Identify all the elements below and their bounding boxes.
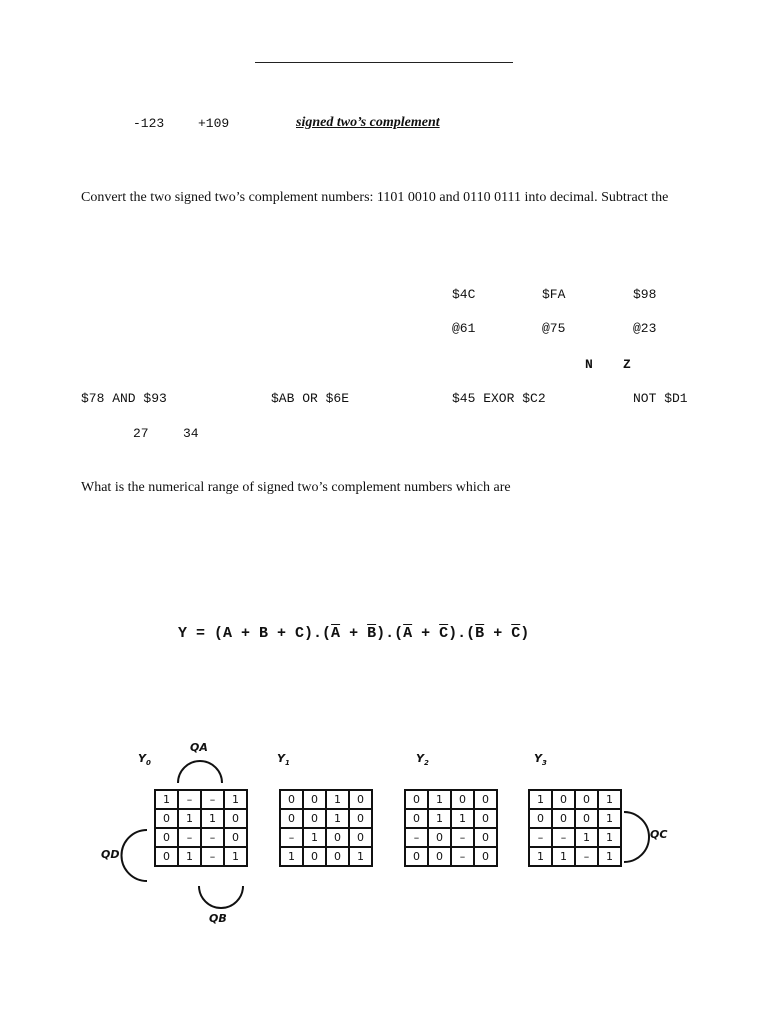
kmap-cell: 1 <box>178 847 201 866</box>
kmap-cell: – <box>201 828 224 847</box>
kmap-cell: 1 <box>224 790 247 809</box>
emphasis-text: signed two’s complement <box>296 115 440 130</box>
term-a: $\overline{A}$ <box>403 625 413 642</box>
convert-question: Convert the two signed two’s complement numbers: 1101 0010 and 0110 0111 into decimal. Subtract the <box>81 190 669 205</box>
boolean-equation: $Y = (A + B + C).(\overline{A} + \overline{B}).(\overline{A} + \overline{C}).(\overline{B} + \overline{C})$ <box>178 625 530 642</box>
kmap-cell: 1 <box>575 828 598 847</box>
kmap-cell: 1 <box>451 809 474 828</box>
term-b: $\overline{C}$ <box>511 625 521 642</box>
kmap-row <box>280 847 372 866</box>
kmap-cell: 0 <box>326 828 349 847</box>
kmap-row <box>529 790 621 809</box>
logic-op: $78 AND $93 <box>81 391 167 406</box>
kmap-row <box>529 847 621 866</box>
qa-arc <box>178 761 222 783</box>
kmap-cell: 0 <box>474 828 497 847</box>
hex-value: $4C <box>452 287 476 302</box>
kmap-cell: 1 <box>326 790 349 809</box>
kmap-cell: – <box>451 847 474 866</box>
value-positive: +109 <box>198 116 230 131</box>
kmap-cell: – <box>451 828 474 847</box>
kmap-row <box>280 809 372 828</box>
kmap-cell: 1 <box>178 809 201 828</box>
hex-value: $FA <box>542 287 566 302</box>
axis-label-qd: QD <box>101 848 120 861</box>
karnaugh-map-y0 <box>154 789 248 867</box>
term-b: $\overline{C}$ <box>439 625 449 642</box>
kmap-cell: 1 <box>155 790 178 809</box>
karnaugh-map-y2 <box>404 789 498 867</box>
kmap-cell: 1 <box>326 809 349 828</box>
karnaugh-map-y1 <box>279 789 373 867</box>
kmap-cell: 0 <box>155 847 178 866</box>
number: 27 <box>133 426 149 441</box>
equation-lhs: Y = (A + B + C). <box>178 625 323 642</box>
kmap-cell: 1 <box>598 809 621 828</box>
kmap-row <box>529 809 621 828</box>
kmap-row <box>155 828 247 847</box>
kmap-cell: 0 <box>349 809 372 828</box>
qd-arc <box>122 830 147 881</box>
kmap-cell: 0 <box>224 809 247 828</box>
qb-arc <box>199 886 243 908</box>
kmap-cell: – <box>552 828 575 847</box>
axis-label-qc: QC <box>650 828 668 841</box>
kmap-cell: – <box>178 790 201 809</box>
kmap-cell: – <box>201 790 224 809</box>
term-a: $\overline{B}$ <box>475 625 485 642</box>
kmap-cell: 0 <box>349 790 372 809</box>
kmap-cell: 0 <box>428 828 451 847</box>
hex-value: $98 <box>633 287 657 302</box>
kmap-cell: 0 <box>280 790 303 809</box>
logic-op: $AB OR $6E <box>271 391 350 406</box>
kmap-cell: 1 <box>529 847 552 866</box>
value-negative: -123 <box>133 116 165 131</box>
karnaugh-map-y3 <box>528 789 622 867</box>
kmap-cell: 0 <box>155 828 178 847</box>
kmap-cell: 1 <box>201 809 224 828</box>
octal-value: @61 <box>452 321 476 336</box>
kmap-cell: 0 <box>552 790 575 809</box>
kmap-title: $Y_3$ <box>534 752 547 768</box>
kmap-row <box>155 809 247 828</box>
kmap-cell: – <box>575 847 598 866</box>
kmap-cell: 0 <box>474 790 497 809</box>
axis-label-qb: QB <box>209 912 227 925</box>
kmap-cell: 1 <box>529 790 552 809</box>
kmap-title: $Y_1$ <box>277 752 290 768</box>
axis-label-qa: QA <box>190 741 208 754</box>
kmap-row <box>405 828 497 847</box>
kmap-row <box>405 809 497 828</box>
kmap-cell: 0 <box>224 828 247 847</box>
kmap-row <box>405 847 497 866</box>
kmap-cell: – <box>280 828 303 847</box>
kmap-cell: 0 <box>405 847 428 866</box>
kmap-cell: 0 <box>303 847 326 866</box>
number: 34 <box>183 426 199 441</box>
kmap-title: $Y_0$ <box>138 752 151 768</box>
kmap-cell: 0 <box>280 809 303 828</box>
qc-arc <box>624 812 649 862</box>
kmap-cell: 0 <box>349 828 372 847</box>
logic-op: NOT $D1 <box>633 391 688 406</box>
kmap-cell: 0 <box>405 790 428 809</box>
kmap-cell: – <box>529 828 552 847</box>
kmap-cell: 0 <box>405 809 428 828</box>
kmap-cell: 1 <box>598 847 621 866</box>
range-question: What is the numerical range of signed two’s complement numbers which are <box>81 480 511 495</box>
kmap-cell: 1 <box>428 790 451 809</box>
kmap-title: $Y_2$ <box>416 752 429 768</box>
kmap-cell: – <box>201 847 224 866</box>
kmap-cell: 1 <box>428 809 451 828</box>
kmap-row <box>155 847 247 866</box>
flag-z: Z <box>623 357 631 372</box>
term-a: $\overline{A}$ <box>331 625 341 642</box>
kmap-cell: 1 <box>598 790 621 809</box>
kmap-cell: 1 <box>280 847 303 866</box>
kmap-cell: 0 <box>428 847 451 866</box>
kmap-cell: 1 <box>552 847 575 866</box>
kmap-row <box>405 790 497 809</box>
kmap-cell: 0 <box>529 809 552 828</box>
kmap-cell: 0 <box>451 790 474 809</box>
kmap-cell: 0 <box>303 809 326 828</box>
kmap-cell: 0 <box>474 847 497 866</box>
kmap-row <box>280 790 372 809</box>
kmap-row <box>155 790 247 809</box>
kmap-cell: 1 <box>349 847 372 866</box>
term-b: $\overline{B}$ <box>367 625 377 642</box>
kmap-cell: 1 <box>224 847 247 866</box>
kmap-cell: 0 <box>155 809 178 828</box>
octal-value: @75 <box>542 321 566 336</box>
kmap-cell: 0 <box>303 790 326 809</box>
kmap-cell: 0 <box>575 809 598 828</box>
kmap-cell: 0 <box>575 790 598 809</box>
kmap-cell: 0 <box>474 809 497 828</box>
flag-n: N <box>585 357 593 372</box>
kmap-cell: – <box>405 828 428 847</box>
kmap-cell: 1 <box>303 828 326 847</box>
octal-value: @23 <box>633 321 657 336</box>
kmap-row <box>280 828 372 847</box>
kmap-cell: 0 <box>326 847 349 866</box>
kmap-cell: 1 <box>598 828 621 847</box>
logic-op: $45 EXOR $C2 <box>452 391 546 406</box>
kmap-cell: 0 <box>552 809 575 828</box>
kmap-cell: – <box>178 828 201 847</box>
kmap-row <box>529 828 621 847</box>
